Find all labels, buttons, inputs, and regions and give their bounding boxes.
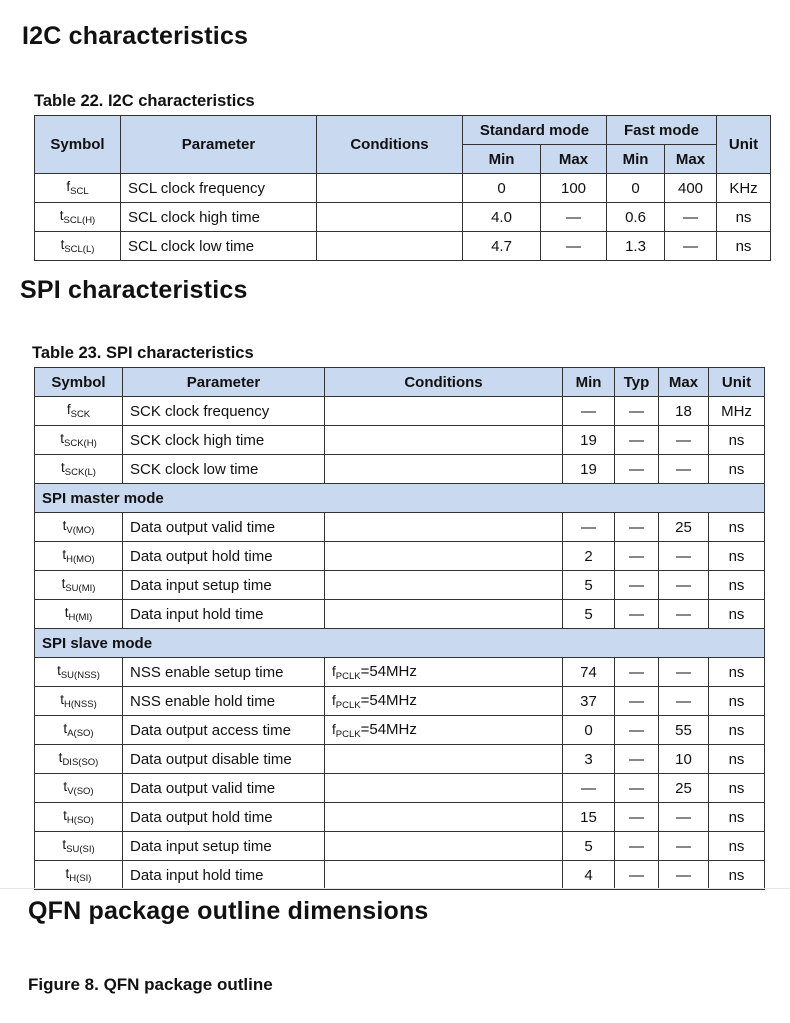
symbol-letter: t xyxy=(58,750,63,765)
table-row xyxy=(35,426,765,455)
table-row xyxy=(35,687,765,716)
typ-cell: — xyxy=(615,745,659,774)
conditions-cell xyxy=(325,832,563,861)
symbol-cell xyxy=(35,203,121,232)
symbol-subscript: H(SI) xyxy=(69,873,92,884)
table-row xyxy=(35,861,765,890)
unit-cell: ns xyxy=(717,232,771,261)
unit-cell: ns xyxy=(709,600,765,629)
i2c-col-std-max: Max xyxy=(541,145,607,174)
typ-cell: — xyxy=(615,397,659,426)
conditions-cell xyxy=(317,203,463,232)
section-row-master xyxy=(35,484,765,513)
symbol-subscript: V(SO) xyxy=(67,786,94,797)
symbol-cell xyxy=(35,513,123,542)
parameter-cell: Data input hold time xyxy=(123,861,325,890)
qfn-figure-caption: Figure 8. QFN package outline xyxy=(28,975,273,994)
fast-min-cell: 0 xyxy=(607,174,665,203)
condition-subscript: PCLK xyxy=(335,728,361,740)
i2c-col-fast-min: Min xyxy=(607,145,665,174)
i2c-table xyxy=(34,115,771,261)
max-cell: — xyxy=(659,426,709,455)
typ-cell: — xyxy=(615,571,659,600)
conditions-cell xyxy=(325,774,563,803)
table-row xyxy=(35,745,765,774)
spi-col-parameter: Parameter xyxy=(123,368,325,397)
symbol-subscript: H(MI) xyxy=(68,612,93,623)
typ-cell: — xyxy=(615,542,659,571)
max-cell: 55 xyxy=(659,716,709,745)
conditions-cell xyxy=(317,174,463,203)
conditions-cell xyxy=(325,397,563,426)
symbol-subscript: SCK(H) xyxy=(64,438,97,449)
unit-cell: KHz xyxy=(717,174,771,203)
symbol-cell xyxy=(35,774,123,803)
spi-col-symbol: Symbol xyxy=(35,368,123,397)
parameter-cell: Data output hold time xyxy=(123,542,325,571)
condition-value: =54MHz xyxy=(360,662,417,680)
i2c-table-caption: Table 22. I2C characteristics xyxy=(34,92,255,110)
symbol-letter: t xyxy=(59,208,64,223)
i2c-col-conditions: Conditions xyxy=(317,116,463,174)
qfn-heading: QFN package outline dimensions xyxy=(28,897,429,925)
symbol-cell xyxy=(35,455,123,484)
min-cell: 15 xyxy=(563,803,615,832)
fast-max-cell: — xyxy=(665,203,717,232)
parameter-cell: Data input setup time xyxy=(123,571,325,600)
symbol-subscript: SCL xyxy=(70,186,89,197)
table-row xyxy=(35,600,765,629)
symbol-cell xyxy=(35,803,123,832)
unit-cell: ns xyxy=(709,426,765,455)
symbol-cell xyxy=(35,716,123,745)
symbol-letter: t xyxy=(63,779,68,794)
conditions-cell xyxy=(325,803,563,832)
max-cell: 25 xyxy=(659,774,709,803)
unit-cell: ns xyxy=(709,658,765,687)
symbol-cell xyxy=(35,232,121,261)
parameter-cell: Data output access time xyxy=(123,716,325,745)
std-min-cell: 4.0 xyxy=(463,203,541,232)
min-cell: 3 xyxy=(563,745,615,774)
std-min-cell: 4.7 xyxy=(463,232,541,261)
min-cell: 4 xyxy=(563,861,615,890)
spi-heading: SPI characteristics xyxy=(20,276,248,304)
spi-col-unit: Unit xyxy=(709,368,765,397)
table-row xyxy=(35,203,771,232)
symbol-subscript: SCK xyxy=(70,409,91,420)
spi-table xyxy=(34,367,765,890)
conditions-cell xyxy=(325,687,563,716)
symbol-cell xyxy=(35,832,123,861)
conditions-cell xyxy=(325,426,563,455)
typ-cell: — xyxy=(615,861,659,890)
parameter-cell: SCL clock low time xyxy=(121,232,317,261)
std-max-cell: 100 xyxy=(541,174,607,203)
std-max-cell: — xyxy=(541,232,607,261)
table-row xyxy=(35,832,765,861)
max-cell: — xyxy=(659,861,709,890)
symbol-subscript: H(NSS) xyxy=(64,699,97,710)
symbol-cell xyxy=(35,571,123,600)
max-cell: — xyxy=(659,571,709,600)
spi-col-max: Max xyxy=(659,368,709,397)
parameter-cell: Data output valid time xyxy=(123,513,325,542)
unit-cell: ns xyxy=(709,513,765,542)
min-cell: — xyxy=(563,774,615,803)
min-cell: 74 xyxy=(563,658,615,687)
parameter-cell: NSS enable hold time xyxy=(123,687,325,716)
symbol-subscript: H(MO) xyxy=(66,554,95,565)
unit-cell: ns xyxy=(709,687,765,716)
conditions-cell xyxy=(325,542,563,571)
typ-cell: — xyxy=(615,687,659,716)
unit-cell: ns xyxy=(709,774,765,803)
conditions-cell xyxy=(325,600,563,629)
i2c-heading: I2C characteristics xyxy=(22,22,249,50)
symbol-letter: t xyxy=(61,460,65,475)
parameter-cell: Data input hold time xyxy=(123,600,325,629)
i2c-col-fast-max: Max xyxy=(665,145,717,174)
symbol-letter: t xyxy=(62,518,67,533)
i2c-col-fast-mode: Fast mode xyxy=(607,116,717,145)
table-row xyxy=(35,513,765,542)
i2c-col-standard-mode: Standard mode xyxy=(463,116,607,145)
std-min-cell: 0 xyxy=(463,174,541,203)
unit-cell: ns xyxy=(709,571,765,600)
parameter-cell: SCK clock low time xyxy=(123,455,325,484)
section-label: SPI master mode xyxy=(35,484,765,513)
condition-letter: f xyxy=(332,692,336,708)
condition-subscript: PCLK xyxy=(335,670,361,682)
symbol-letter: t xyxy=(65,866,70,881)
i2c-col-unit: Unit xyxy=(717,116,771,174)
i2c-col-parameter: Parameter xyxy=(121,116,317,174)
parameter-cell: SCK clock high time xyxy=(123,426,325,455)
table-row xyxy=(35,232,771,261)
symbol-subscript: A(SO) xyxy=(67,728,94,739)
unit-cell: MHz xyxy=(709,397,765,426)
conditions-cell xyxy=(325,658,563,687)
unit-cell: ns xyxy=(717,203,771,232)
fast-min-cell: 0.6 xyxy=(607,203,665,232)
parameter-cell: SCK clock frequency xyxy=(123,397,325,426)
min-cell: 5 xyxy=(563,832,615,861)
unit-cell: ns xyxy=(709,542,765,571)
conditions-cell xyxy=(317,232,463,261)
symbol-letter: t xyxy=(62,547,67,562)
min-cell: 5 xyxy=(563,571,615,600)
typ-cell: — xyxy=(615,832,659,861)
spi-col-min: Min xyxy=(563,368,615,397)
symbol-letter: f xyxy=(66,402,71,417)
parameter-cell: SCL clock high time xyxy=(121,203,317,232)
condition-value: =54MHz xyxy=(360,691,417,709)
conditions-cell xyxy=(325,716,563,745)
unit-cell: ns xyxy=(709,716,765,745)
spi-col-typ: Typ xyxy=(615,368,659,397)
symbol-cell xyxy=(35,658,123,687)
symbol-cell xyxy=(35,426,123,455)
typ-cell: — xyxy=(615,716,659,745)
fast-max-cell: 400 xyxy=(665,174,717,203)
unit-cell: ns xyxy=(709,455,765,484)
parameter-cell: NSS enable setup time xyxy=(123,658,325,687)
min-cell: 19 xyxy=(563,426,615,455)
i2c-col-symbol: Symbol xyxy=(35,116,121,174)
min-cell: 37 xyxy=(563,687,615,716)
min-cell: 19 xyxy=(563,455,615,484)
symbol-subscript: DIS(SO) xyxy=(62,757,99,768)
typ-cell: — xyxy=(615,426,659,455)
symbol-subscript: SCL(H) xyxy=(63,215,96,226)
fast-min-cell: 1.3 xyxy=(607,232,665,261)
table-row xyxy=(35,455,765,484)
i2c-col-std-min: Min xyxy=(463,145,541,174)
typ-cell: — xyxy=(615,600,659,629)
table-row xyxy=(35,542,765,571)
symbol-letter: t xyxy=(60,431,65,446)
typ-cell: — xyxy=(615,513,659,542)
parameter-cell: Data output valid time xyxy=(123,774,325,803)
symbol-subscript: SCK(L) xyxy=(64,467,96,478)
table-row xyxy=(35,397,765,426)
symbol-letter: t xyxy=(63,721,68,736)
min-cell: 5 xyxy=(563,600,615,629)
symbol-cell xyxy=(35,687,123,716)
unit-cell: ns xyxy=(709,745,765,774)
conditions-cell xyxy=(325,571,563,600)
parameter-cell: Data output disable time xyxy=(123,745,325,774)
max-cell: 25 xyxy=(659,513,709,542)
symbol-subscript: SU(SI) xyxy=(66,844,95,855)
min-cell: — xyxy=(563,397,615,426)
spi-col-conditions: Conditions xyxy=(325,368,563,397)
conditions-cell xyxy=(325,455,563,484)
condition-letter: f xyxy=(332,721,336,737)
symbol-cell xyxy=(35,542,123,571)
unit-cell: ns xyxy=(709,832,765,861)
spi-table-caption: Table 23. SPI characteristics xyxy=(32,344,254,362)
symbol-subscript: SU(MI) xyxy=(65,583,96,594)
symbol-cell xyxy=(35,861,123,890)
table-row xyxy=(35,658,765,687)
symbol-subscript: V(MO) xyxy=(66,525,95,536)
symbol-subscript: SU(NSS) xyxy=(60,670,100,681)
max-cell: 10 xyxy=(659,745,709,774)
typ-cell: — xyxy=(615,658,659,687)
table-row xyxy=(35,174,771,203)
symbol-cell xyxy=(35,397,123,426)
symbol-subscript: SCL(L) xyxy=(64,244,95,255)
max-cell: 18 xyxy=(659,397,709,426)
symbol-cell xyxy=(35,745,123,774)
conditions-cell xyxy=(325,745,563,774)
min-cell: — xyxy=(563,513,615,542)
table-row xyxy=(35,803,765,832)
section-divider xyxy=(0,888,790,889)
symbol-subscript: H(SO) xyxy=(66,815,94,826)
typ-cell: — xyxy=(615,803,659,832)
typ-cell: — xyxy=(615,455,659,484)
max-cell: — xyxy=(659,687,709,716)
max-cell: — xyxy=(659,542,709,571)
unit-cell: ns xyxy=(709,861,765,890)
table-row xyxy=(35,716,765,745)
symbol-letter: t xyxy=(61,576,66,591)
fast-max-cell: — xyxy=(665,232,717,261)
symbol-letter: t xyxy=(63,808,67,823)
unit-cell: ns xyxy=(709,803,765,832)
symbol-letter: t xyxy=(57,663,61,678)
symbol-letter: f xyxy=(66,179,71,194)
table-row xyxy=(35,774,765,803)
symbol-letter: t xyxy=(62,837,67,852)
symbol-letter: t xyxy=(60,237,65,252)
condition-letter: f xyxy=(332,663,336,679)
section-label: SPI slave mode xyxy=(35,629,765,658)
symbol-cell xyxy=(35,600,123,629)
conditions-cell xyxy=(325,513,563,542)
std-max-cell: — xyxy=(541,203,607,232)
min-cell: 0 xyxy=(563,716,615,745)
max-cell: — xyxy=(659,658,709,687)
max-cell: — xyxy=(659,600,709,629)
conditions-cell xyxy=(325,861,563,890)
condition-subscript: PCLK xyxy=(335,699,361,711)
symbol-cell xyxy=(35,174,121,203)
parameter-cell: Data output hold time xyxy=(123,803,325,832)
parameter-cell: SCL clock frequency xyxy=(121,174,317,203)
table-row xyxy=(35,571,765,600)
typ-cell: — xyxy=(615,774,659,803)
min-cell: 2 xyxy=(563,542,615,571)
parameter-cell: Data input setup time xyxy=(123,832,325,861)
symbol-letter: t xyxy=(60,692,65,707)
condition-value: =54MHz xyxy=(360,720,417,738)
symbol-letter: t xyxy=(64,605,69,620)
max-cell: — xyxy=(659,455,709,484)
max-cell: — xyxy=(659,803,709,832)
max-cell: — xyxy=(659,832,709,861)
section-row-slave xyxy=(35,629,765,658)
